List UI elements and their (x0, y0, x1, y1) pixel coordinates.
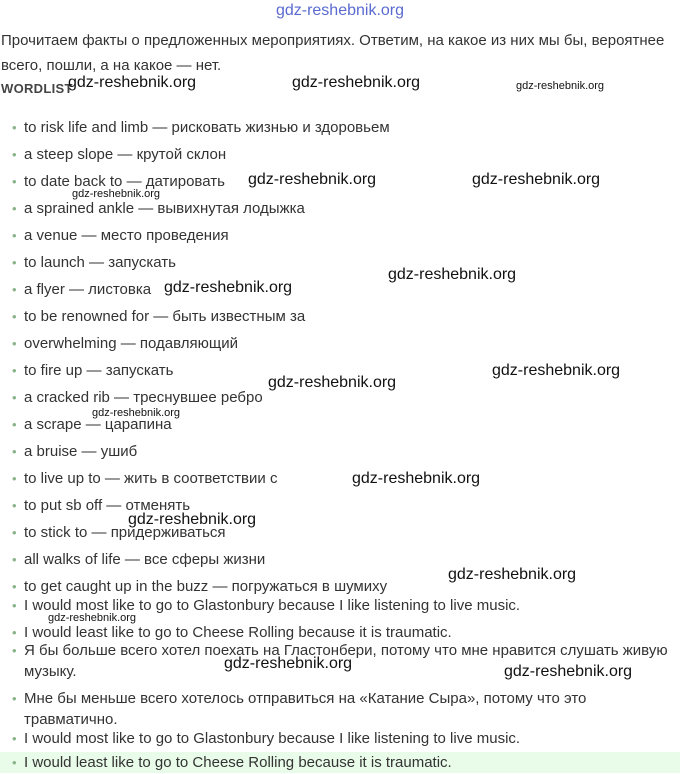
highlighted-answer-item (0, 752, 680, 773)
watermark: gdz-reshebnik.org (128, 511, 257, 528)
bullet-icon: • (12, 471, 17, 486)
bullet-icon: • (12, 444, 17, 459)
list-item-text: to stick to — придерживаться (24, 524, 226, 541)
bullet-icon: • (12, 120, 17, 135)
list-item-text: to launch — запускать (24, 254, 176, 271)
list-item-text: to fire up — запускать (24, 362, 174, 379)
intro-text: Прочитаем факты о предложенных мероприятиях. Ответим, на какое из них мы бы, вероятнее всего, пошли, а на какое — нет. (1, 32, 665, 74)
list-item-text: to live up to — жить в соответствии с (24, 470, 278, 487)
watermark: gdz-reshebnik.org (48, 612, 137, 624)
wordlist-heading: WORDLIST (1, 81, 73, 96)
answer-text: Я бы больше всего хотел поехать на Гластонбери, потому что мне нравится слушать живую музыку. (24, 642, 668, 680)
answer-text: I would most like to go to Glastonbury because I like listening to live music. (24, 730, 521, 747)
answer-text: Мне бы меньше всего хотелось отправиться на «Катание Сыра», потому что это травматично. (24, 690, 587, 728)
list-item-text: a steep slope — крутой склон (24, 146, 227, 163)
watermark: gdz-reshebnik.org (72, 188, 161, 200)
list-item-text: all walks of life — все сферы жизни (24, 551, 266, 568)
bullet-icon: • (12, 336, 17, 351)
bullet-icon: • (12, 498, 17, 513)
bullet-icon: • (12, 363, 17, 378)
answer-text: I would least like to go to Cheese Rolling because it is traumatic. (24, 624, 452, 641)
watermark: gdz-reshebnik.org (388, 266, 517, 283)
site-watermark-title: gdz-reshebnik.org (275, 2, 405, 19)
list-item-text: to date back to — датировать (24, 173, 225, 190)
bullet-icon: • (12, 525, 17, 540)
bullet-icon: • (12, 417, 17, 432)
watermark: gdz-reshebnik.org (68, 74, 197, 91)
bullet-icon: • (12, 625, 17, 640)
watermark: gdz-reshebnik.org (92, 407, 181, 419)
bullet-icon: • (12, 390, 17, 405)
list-item-text: a cracked rib — треснувшее ребро (24, 389, 263, 406)
bullet-icon: • (12, 598, 17, 613)
list-item-text: a venue — место проведения (24, 227, 229, 244)
watermark: gdz-reshebnik.org (448, 566, 577, 583)
bullet-icon: • (12, 755, 17, 770)
list-item-text: a scrape — царапина (24, 416, 172, 433)
list-item-text: to get caught up in the buzz — погружаться в шумиху (24, 578, 388, 595)
watermark: gdz-reshebnik.org (268, 374, 397, 391)
watermark: gdz-reshebnik.org (164, 279, 293, 296)
bullet-icon: • (12, 643, 17, 658)
bullet-icon: • (12, 309, 17, 324)
answer-text: I would least like to go to Cheese Rolling because it is traumatic. (24, 754, 452, 771)
watermark: gdz-reshebnik.org (472, 171, 601, 188)
list-item-text: a sprained ankle — вывихнутая лодыжка (24, 200, 305, 217)
watermark: gdz-reshebnik.org (248, 171, 377, 188)
answer-text: I would most like to go to Glastonbury because I like listening to live music. (24, 597, 521, 614)
bullet-icon: • (12, 255, 17, 270)
watermark: gdz-reshebnik.org (292, 74, 421, 91)
bullet-icon: • (12, 552, 17, 567)
bullet-icon: • (12, 228, 17, 243)
watermark: gdz-reshebnik.org (504, 663, 633, 680)
watermark: gdz-reshebnik.org (352, 470, 481, 487)
list-item-text: to risk life and limb — рисковать жизнью и здоровьем (24, 119, 390, 136)
watermark: gdz-reshebnik.org (224, 655, 353, 672)
watermark: gdz-reshebnik.org (516, 80, 605, 92)
watermark: gdz-reshebnik.org (492, 362, 621, 379)
bullet-icon: • (12, 282, 17, 297)
list-item-text: to be renowned for — быть известным за (24, 308, 306, 325)
bullet-icon: • (12, 147, 17, 162)
bullet-icon: • (12, 691, 17, 706)
bullet-icon: • (12, 731, 17, 746)
bullet-icon: • (12, 579, 17, 594)
list-item-text: a bruise — ушиб (24, 443, 138, 460)
bullet-icon: • (12, 174, 17, 189)
list-item-text: to put sb off — отменять (24, 497, 191, 514)
bullet-icon: • (12, 201, 17, 216)
list-item-text: overwhelming — подавляющий (24, 335, 238, 352)
list-item-text: a flyer — листовка (24, 281, 152, 298)
